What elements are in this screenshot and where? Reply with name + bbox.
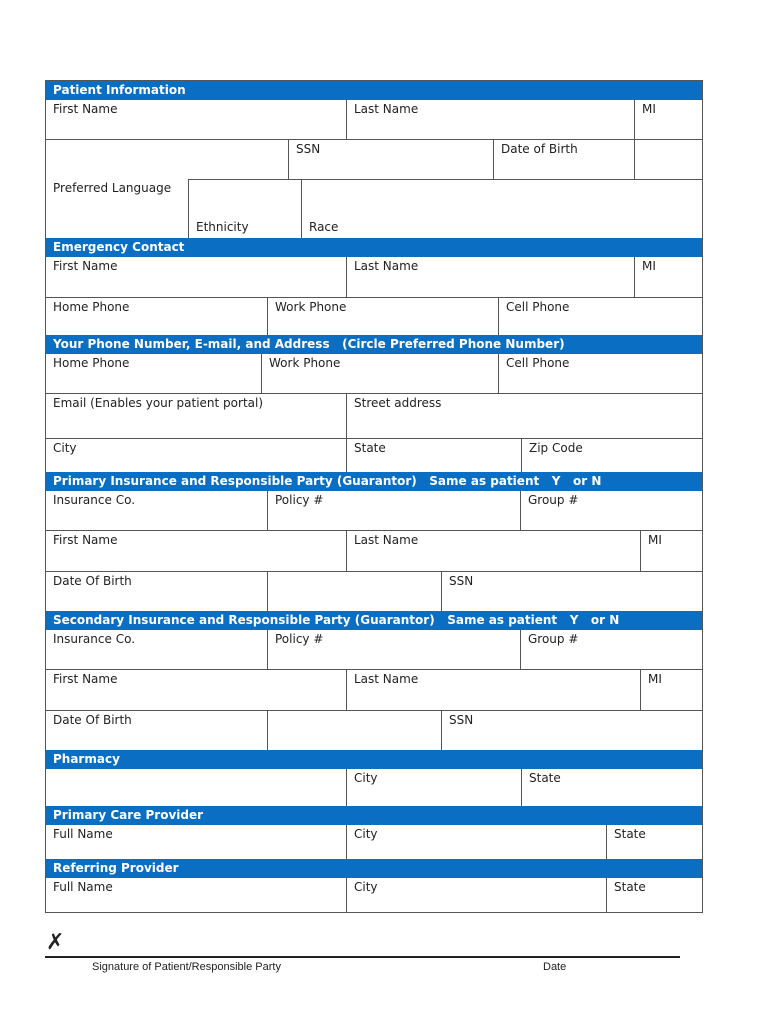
primary-last-name-label: Last Name (354, 533, 419, 547)
email-label: Email (Enables your patient portal) (53, 396, 264, 410)
ethnicity-field[interactable] (188, 179, 301, 238)
preferred-language-label: Preferred Language (53, 181, 172, 195)
primary-insurance-co-label: Insurance Co. (53, 493, 136, 507)
signature-x-mark: ✗ (46, 930, 65, 955)
secondary-first-name-field[interactable] (46, 670, 346, 710)
emergency-last-name-label: Last Name (354, 259, 419, 273)
secondary-mi-label: MI (648, 672, 662, 686)
secondary-policy-label: Policy # (275, 632, 324, 646)
secondary-insurance-co-label: Insurance Co. (53, 632, 136, 646)
patient-first-name-label: First Name (53, 102, 118, 116)
primary-care-provider-header: Primary Care Provider (46, 806, 702, 825)
secondary-insurance-header: Secondary Insurance and Responsible Party (Guarantor) Same as patient Y or N (46, 611, 702, 630)
primary-ssn-label: SSN (449, 574, 474, 588)
emergency-contact-header: Emergency Contact (46, 238, 702, 257)
emergency-last-name-field[interactable] (346, 257, 634, 297)
primary-mi-field[interactable] (640, 531, 702, 571)
street-address-field[interactable] (346, 394, 702, 438)
patient-dob-label: Date of Birth (501, 142, 578, 156)
secondary-gender-label (275, 749, 434, 750)
street-address-label: Street address (354, 396, 442, 410)
city-field[interactable] (46, 439, 346, 472)
primary-ssn-field[interactable] (441, 572, 702, 611)
patient-mi-label: MI (642, 102, 656, 116)
pcp-city-field[interactable] (346, 825, 606, 859)
work-phone-label: Work Phone (269, 356, 341, 370)
patient-mi-field[interactable] (634, 100, 702, 139)
patient-last-name-label: Last Name (354, 102, 419, 116)
primary-dob-field[interactable] (46, 572, 267, 611)
referring-full-name-field[interactable] (46, 878, 346, 912)
patient-ssn-field[interactable] (288, 140, 493, 179)
pharmacy-city-field[interactable] (346, 769, 521, 806)
secondary-dob-field[interactable] (46, 711, 267, 750)
zip-code-field[interactable] (521, 439, 702, 472)
zip-code-label: Zip Code (529, 441, 583, 455)
ethnicity-label: Ethnicity (196, 220, 249, 234)
pharmacy-header: Pharmacy (46, 750, 702, 769)
primary-group-label: Group # (528, 493, 579, 507)
patient-ssn-label: SSN (296, 142, 321, 156)
emergency-work-phone-field[interactable] (267, 298, 498, 335)
contact-header: Your Phone Number, E-mail, and Address (Circle Preferred Phone Number) (46, 335, 702, 354)
pharmacy-name-field[interactable] (46, 769, 346, 806)
emergency-first-name-field[interactable] (46, 257, 346, 297)
secondary-group-field[interactable] (520, 630, 702, 669)
primary-first-name-label: First Name (53, 533, 118, 547)
primary-last-name-field[interactable] (346, 531, 640, 571)
primary-insurance-header: Primary Insurance and Responsible Party (Guarantor) Same as patient Y or N (46, 472, 702, 491)
cell-phone-field[interactable] (498, 354, 702, 393)
pcp-state-field[interactable] (606, 825, 702, 859)
state-field[interactable] (346, 439, 521, 472)
emergency-cell-phone-label: Cell Phone (506, 300, 570, 314)
work-phone-field[interactable] (261, 354, 498, 393)
referring-city-field[interactable] (346, 878, 606, 912)
pharmacy-state-label: State (529, 771, 561, 785)
cell-phone-label: Cell Phone (506, 356, 570, 370)
signature-line[interactable] (45, 956, 680, 958)
secondary-gender-field[interactable] (267, 711, 441, 750)
state-label: State (354, 441, 386, 455)
secondary-policy-field[interactable] (267, 630, 520, 669)
date-label: Date (543, 961, 567, 973)
secondary-first-name-label: First Name (53, 672, 118, 686)
patient-intake-form (45, 80, 703, 913)
emergency-home-phone-field[interactable] (46, 298, 267, 335)
referring-full-name-label: Full Name (53, 880, 113, 894)
emergency-mi-label: MI (642, 259, 656, 273)
primary-policy-label: Policy # (275, 493, 324, 507)
referring-state-label: State (614, 880, 646, 894)
pharmacy-state-field[interactable] (521, 769, 702, 806)
secondary-mi-field[interactable] (640, 670, 702, 710)
preferred-language-field[interactable] (46, 179, 188, 238)
secondary-ssn-label: SSN (449, 713, 474, 727)
race-label: Race (309, 220, 339, 234)
patient-marital-status-field[interactable] (46, 140, 288, 179)
pcp-full-name-field[interactable] (46, 825, 346, 859)
patient-information-header: Patient Information (46, 81, 702, 100)
secondary-dob-label: Date Of Birth (53, 713, 132, 727)
patient-last-name-field[interactable] (346, 100, 634, 139)
signature-label: Signature of Patient/Responsible Party (92, 961, 281, 973)
pharmacy-city-label: City (354, 771, 378, 785)
emergency-work-phone-label: Work Phone (275, 300, 347, 314)
secondary-group-label: Group # (528, 632, 579, 646)
primary-policy-field[interactable] (267, 491, 520, 530)
emergency-first-name-label: First Name (53, 259, 118, 273)
emergency-home-phone-label: Home Phone (53, 300, 130, 314)
patient-dob-field[interactable] (493, 140, 634, 179)
secondary-last-name-field[interactable] (346, 670, 640, 710)
primary-mi-label: MI (648, 533, 662, 547)
patient-first-name-field[interactable] (46, 100, 346, 139)
referring-city-label: City (354, 880, 378, 894)
primary-group-field[interactable] (520, 491, 702, 530)
race-field[interactable] (301, 179, 702, 238)
primary-dob-label: Date Of Birth (53, 574, 132, 588)
primary-gender-field[interactable] (267, 572, 441, 611)
home-phone-label: Home Phone (53, 356, 130, 370)
email-field[interactable] (46, 394, 346, 438)
primary-first-name-field[interactable] (46, 531, 346, 571)
secondary-insurance-co-field[interactable] (46, 630, 267, 669)
emergency-mi-field[interactable] (634, 257, 702, 297)
referring-provider-header: Referring Provider (46, 859, 702, 878)
patient-gender-field[interactable] (634, 140, 702, 179)
home-phone-field[interactable] (46, 354, 261, 393)
primary-insurance-co-field[interactable] (46, 491, 267, 530)
pcp-full-name-label: Full Name (53, 827, 113, 841)
secondary-ssn-field[interactable] (441, 711, 702, 750)
secondary-last-name-label: Last Name (354, 672, 419, 686)
pcp-state-label: State (614, 827, 646, 841)
referring-state-field[interactable] (606, 878, 702, 912)
city-label: City (53, 441, 77, 455)
pcp-city-label: City (354, 827, 378, 841)
emergency-cell-phone-field[interactable] (498, 298, 702, 335)
